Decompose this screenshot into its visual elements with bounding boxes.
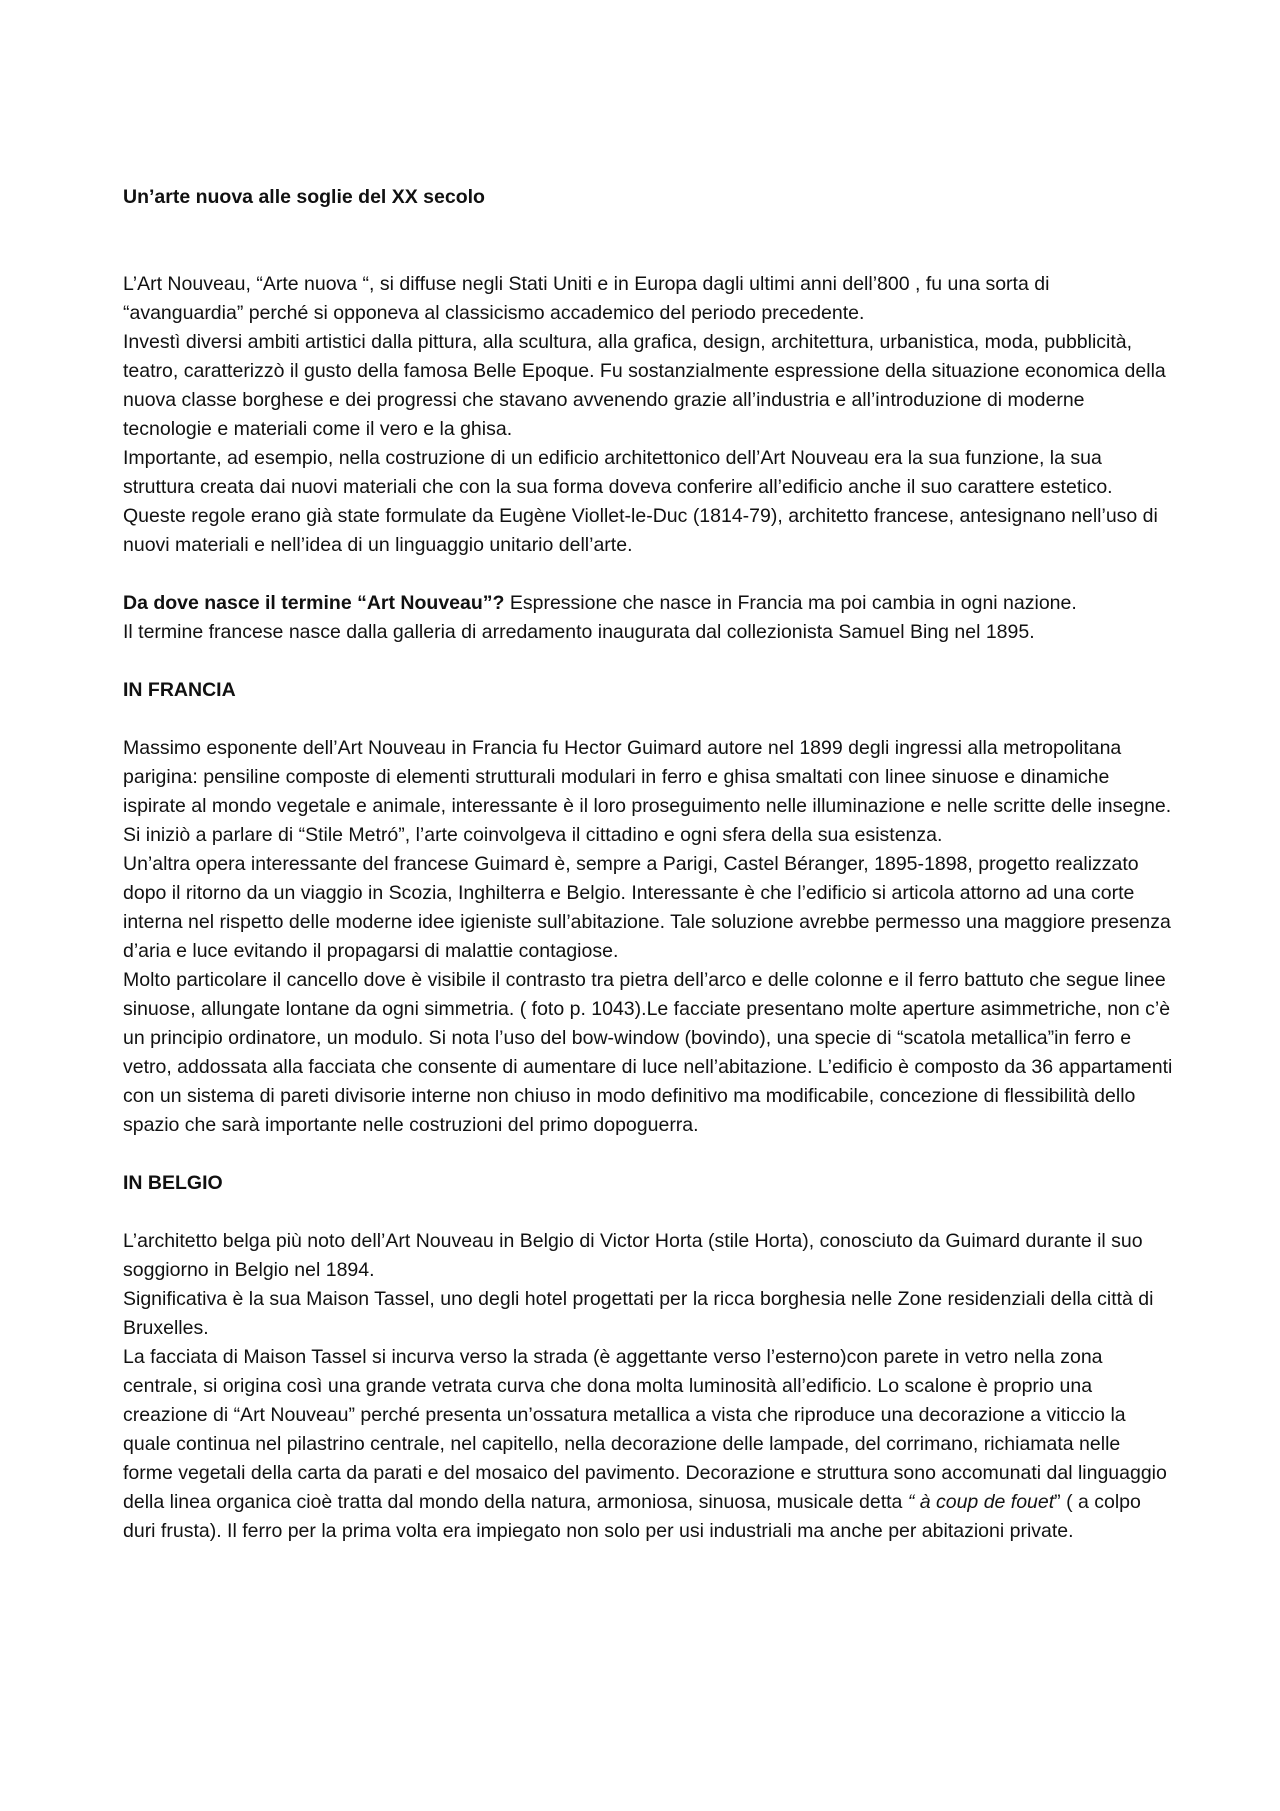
belgium-paragraph-3-text: La facciata di Maison Tassel si incurva verso la strada (è aggettante verso l’esterno)con parete in vetro nella zona centrale, si origina così una grande vetrata curva che dona molta luminosità all’edificio. Lo scalone è proprio una creazione di “Art Nouveau” perché presenta un’ossatura metallica a vista che riproduce una decorazione a viticcio la quale continua nel pilastrino centrale, nel capitello, nella decorazione delle lampade, del corrimano, richiamata nelle forme vegetali della carta da parati e del mosaico del pavimento. Decorazione e struttura sono accomunati dal linguaggio della linea organica cioè tratta dal mondo della natura, armoniosa, sinuosa, musicale detta xyxy=(123,1346,1167,1513)
origin-question: Da dove nasce il termine “Art Nouveau”? xyxy=(123,592,505,614)
section-heading-france: IN FRANCIA xyxy=(123,679,236,701)
spacer xyxy=(123,705,1173,734)
belgium-paragraph-3 xyxy=(123,1343,1173,1546)
origin-paragraph-2: Il termine francese nasce dalla galleria di arredamento inaugurata dal collezionista Samuel Bing nel 1895. xyxy=(123,621,1035,643)
france-paragraph-1: Massimo esponente dell’Art Nouveau in Francia fu Hector Guimard autore nel 1899 degli ingressi alla metropolitana parigina: pensiline composte di elementi strutturali modulari in ferro e ghisa smaltati con linee sinuose e dinamiche ispirate al mondo vegetale e animale, interessante è il loro proseguimento nelle illuminazione e nelle scritte delle insegne. Si iniziò a parlare di “Stile Metró”, l’arte coinvolgeva il cittadino e ogni sfera della sua esistenza. xyxy=(123,737,1172,846)
origin-answer: Espressione che nasce in Francia ma poi cambia in ogni nazione. xyxy=(504,592,1077,614)
origin-paragraph xyxy=(123,589,1173,618)
intro-paragraph-3: Importante, ad esempio, nella costruzione di un edificio architettonico dell’Art Nouveau era la sua funzione, la sua struttura creata dai nuovi materiali che con la sua forma doveva conferire all’edificio anche il suo carattere estetico. Queste regole erano già state formulate da Eugène Viollet-le-Duc (1814-79), architetto francese, antesignano nell’uso di nuovi materiali e nell’idea di un linguaggio unitario dell’arte. xyxy=(123,447,1158,556)
belgium-paragraph-3-italic: “ à coup de fouet xyxy=(907,1491,1055,1513)
intro-paragraph-1: L’Art Nouveau, “Arte nuova “, si diffuse negli Stati Uniti e in Europa dagli ultimi anni dell’800 , fu una sorta di “avanguardia” perché si opponeva al classicismo accademico del periodo precedente. xyxy=(123,273,1050,324)
spacer xyxy=(123,212,1173,270)
france-paragraph-2: Un’altra opera interessante del francese Guimard è, sempre a Parigi, Castel Béranger, 1895-1898, progetto realizzato dopo il ritorno da un viaggio in Scozia, Inghilterra e Belgio. Interessante è che l’edificio si articola attorno ad una corte interna nel rispetto delle moderne idee igieniste sull’abitazione. Tale soluzione avrebbe permesso una maggiore presenza d’aria e luce evitando il propagarsi di malattie contagiose. xyxy=(123,853,1171,962)
spacer xyxy=(123,1140,1173,1169)
intro-paragraph-2: Investì diversi ambiti artistici dalla pittura, alla scultura, alla grafica, design, architettura, urbanistica, moda, pubblicità, teatro, caratterizzò il gusto della famosa Belle Epoque. Fu sostanzialmente espressione della situazione economica della nuova classe borghese e dei progressi che stavano avvenendo grazie all’industria e all’introduzione di moderne tecnologie e materiali come il vero e la ghisa. xyxy=(123,331,1166,440)
section-heading-belgium: IN BELGIO xyxy=(123,1172,223,1194)
spacer xyxy=(123,647,1173,676)
france-paragraph-3: Molto particolare il cancello dove è visibile il contrasto tra pietra dell’arco e delle colonne e il ferro battuto che segue linee sinuose, allungate lontane da ogni simmetria. ( foto p. 1043).Le facciate presentano molte aperture asimmetriche, non c’è un principio ordinatore, un modulo. Si nota l’uso del bow-window (bovindo), una specie di “scatola metallica”in ferro e vetro, addossata alla facciata che consente di aumentare di luce nell’abitazione. L’edificio è composto da 36 appartamenti con un sistema di pareti divisorie interne non chiuso in modo definitivo ma modificabile, concezione di flessibilità dello spazio che sarà importante nelle costruzioni del primo dopoguerra. xyxy=(123,969,1173,1136)
belgium-paragraph-3-end: ” ( a colpo duri frusta). Il ferro per la prima volta era impiegato non solo per usi industriali ma anche per abitazioni private. xyxy=(123,1491,1141,1542)
belgium-paragraph-2: Significativa è la sua Maison Tassel, uno degli hotel progettati per la ricca borghesia nelle Zone residenziali della città di Bruxelles. xyxy=(123,1288,1154,1339)
spacer xyxy=(123,1198,1173,1227)
belgium-paragraph-1: L’architetto belga più noto dell’Art Nouveau in Belgio di Victor Horta (stile Horta), conosciuto da Guimard durante il suo soggiorno in Belgio nel 1894. xyxy=(123,1230,1143,1281)
document-title: Un’arte nuova alle soglie del XX secolo xyxy=(123,186,485,208)
spacer xyxy=(123,560,1173,589)
document-page xyxy=(123,183,1173,1546)
